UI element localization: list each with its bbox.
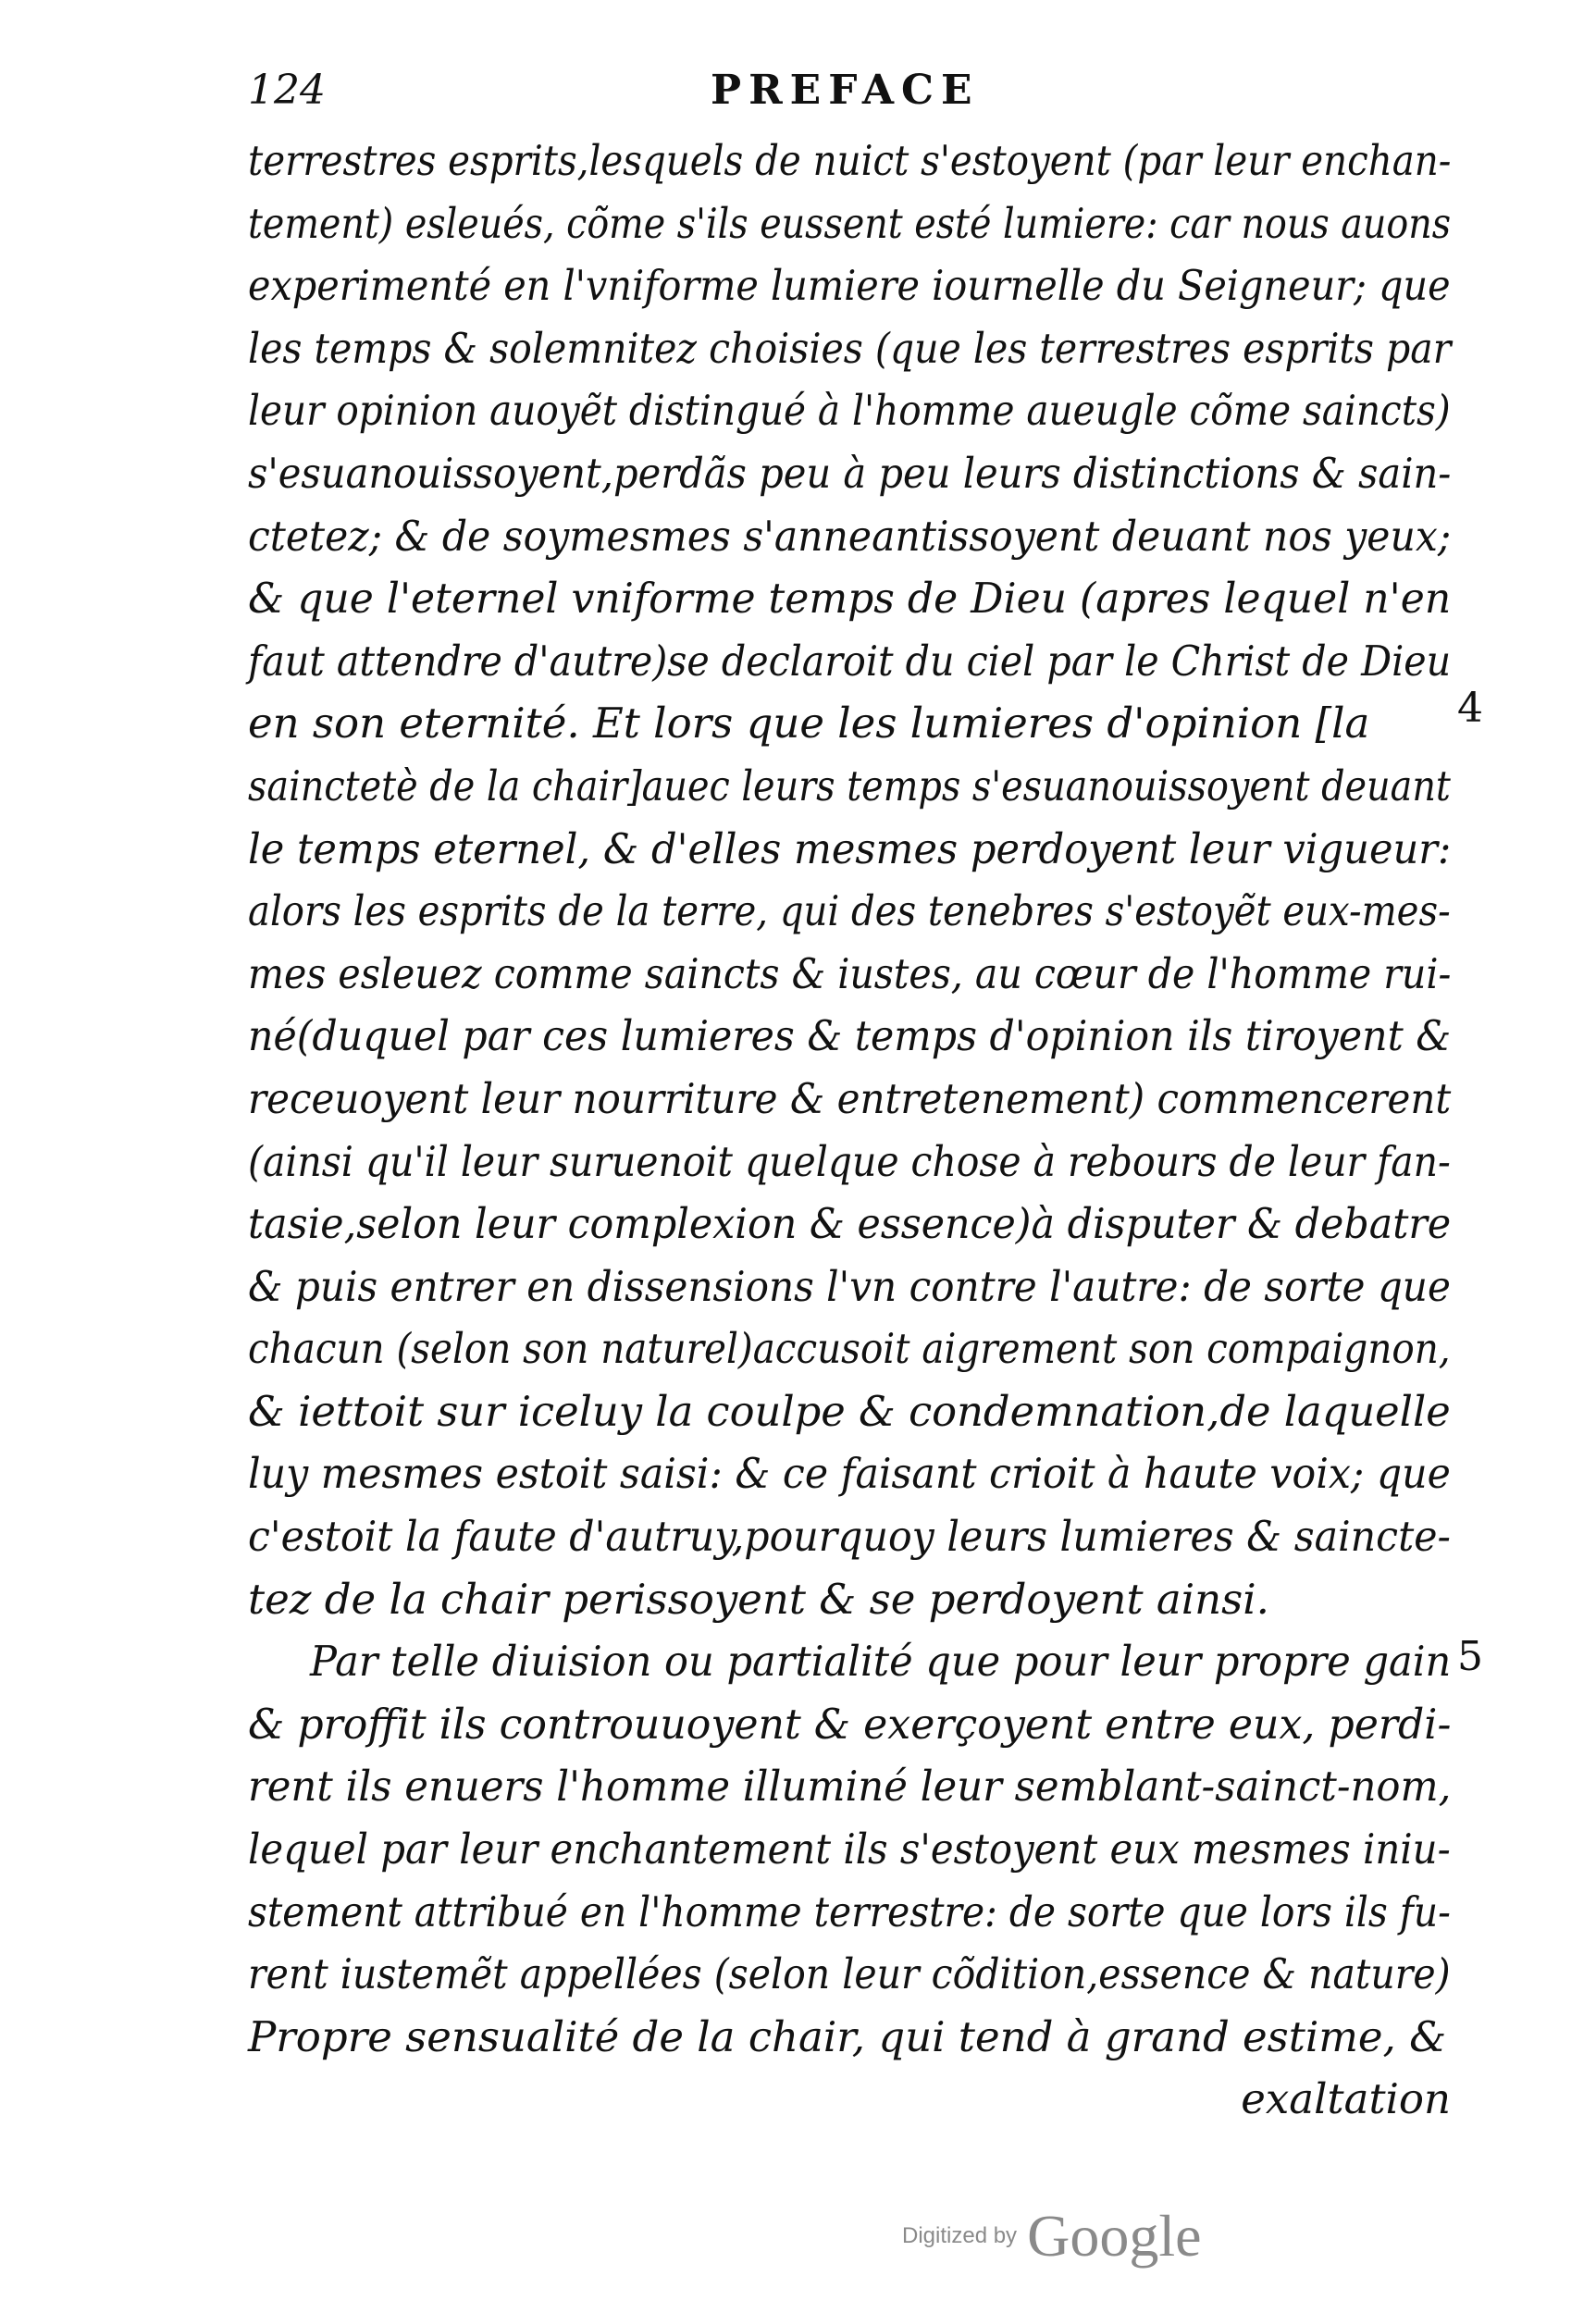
text-line: & que l'eternel vniforme temps de Dieu (apres lequel n'en [248,574,1452,624]
text-line: terrestres esprits,lesquels de nuict s'estoyent (par leur enchan- [248,136,1452,185]
text-line: lequel par leur enchantement ils s'estoyent eux mesmes iniu- [248,1824,1451,1874]
text-line: tement) esleués, cõme s'ils eussent esté lumiere: car nous auons [248,198,1452,248]
text-line: receuoyent leur nourriture & entretenement) commencerent [248,1073,1452,1123]
text-line: stement attribué en l'homme terrestre: de sorte que lors ils fu- [248,1886,1451,1936]
text-line: & proffit ils controuuoyent & exerçoyent entre eux, perdi- [248,1699,1452,1749]
text-line: chacun (selon son naturel)accusoit aigrement son compaignon, [248,1324,1451,1374]
google-logo: Google [1027,2203,1202,2269]
text-line: les temps & solemnitez choisies (que les terrestres esprits par [248,323,1452,373]
margin-note-number: 5 [1457,1633,1483,1680]
text-line: Propre sensualité de la chair, qui tend à grand estime, & [248,2011,1447,2061]
text-line: né(duquel par ces lumieres & temps d'opinion ils tiroyent & [248,1011,1452,1061]
catchword: exaltation [1241,2074,1451,2124]
body-text [248,130,1451,2131]
page-number: 124 [248,67,326,114]
text-line: faut attendre d'autre)se declaroit du ciel par le Christ de Dieu [248,636,1452,686]
text-line: le temps eternel, & d'elles mesmes perdoyent leur vigueur: [248,823,1452,873]
text-line: rent ils enuers l'homme illuminé leur semblant-sainct-nom, [248,1762,1452,1812]
page-header [248,67,1441,122]
text-line: Par telle diuision ou partialité que pour leur propre gain [310,1637,1452,1687]
margin-note-number: 4 [1457,685,1483,732]
text-line: ctetez; & de soymesmes s'anneantissoyent deuant nos yeux; [248,511,1452,561]
digitized-by-text: Digitized by [902,2223,1018,2248]
text-line: experimenté en l'vniforme lumiere iournelle du Seigneur; que [248,261,1451,311]
text-line: mes esleuez comme saincts & iustes, au cœur de l'homme rui- [248,948,1452,998]
text-line: s'esuanouissoyent,perdãs peu à peu leurs distinctions & sain- [248,448,1452,498]
digitization-watermark [902,2202,1202,2276]
text-line: tasie,selon leur complexion & essence)à disputer & debatre [248,1199,1452,1249]
text-line: (ainsi qu'il leur suruenoit quelque chose à rebours de leur fan- [248,1136,1451,1186]
text-line: & iettoit sur iceluy la coulpe & condemnation,de laquelle [248,1386,1451,1436]
text-line: en son eternité. Et lors que les lumieres d'opinion [la [248,699,1370,748]
text-line: alors les esprits de la terre, qui des tenebres s'estoyẽt eux-mes- [248,886,1451,936]
text-line: & puis entrer en dissensions l'vn contre l'autre: de sorte que [248,1261,1451,1311]
text-line: tez de la chair perissoyent & se perdoyent ainsi. [248,1574,1269,1624]
text-line: luy mesmes estoit saisi: & ce faisant crioit à haute voix; que [248,1449,1451,1499]
running-title: PREFACE [711,67,980,114]
text-line: leur opinion auoyẽt distingué à l'homme aueugle cõme saincts) [248,386,1451,436]
text-line: rent iustemẽt appellées (selon leur cõdition,essence & nature) [248,1949,1451,1999]
text-line: c'estoit la faute d'autruy,pourquoy leurs lumieres & saincte- [248,1512,1451,1562]
text-line: sainctetè de la chair]auec leurs temps s'esuanouissoyent deuant [248,761,1451,810]
